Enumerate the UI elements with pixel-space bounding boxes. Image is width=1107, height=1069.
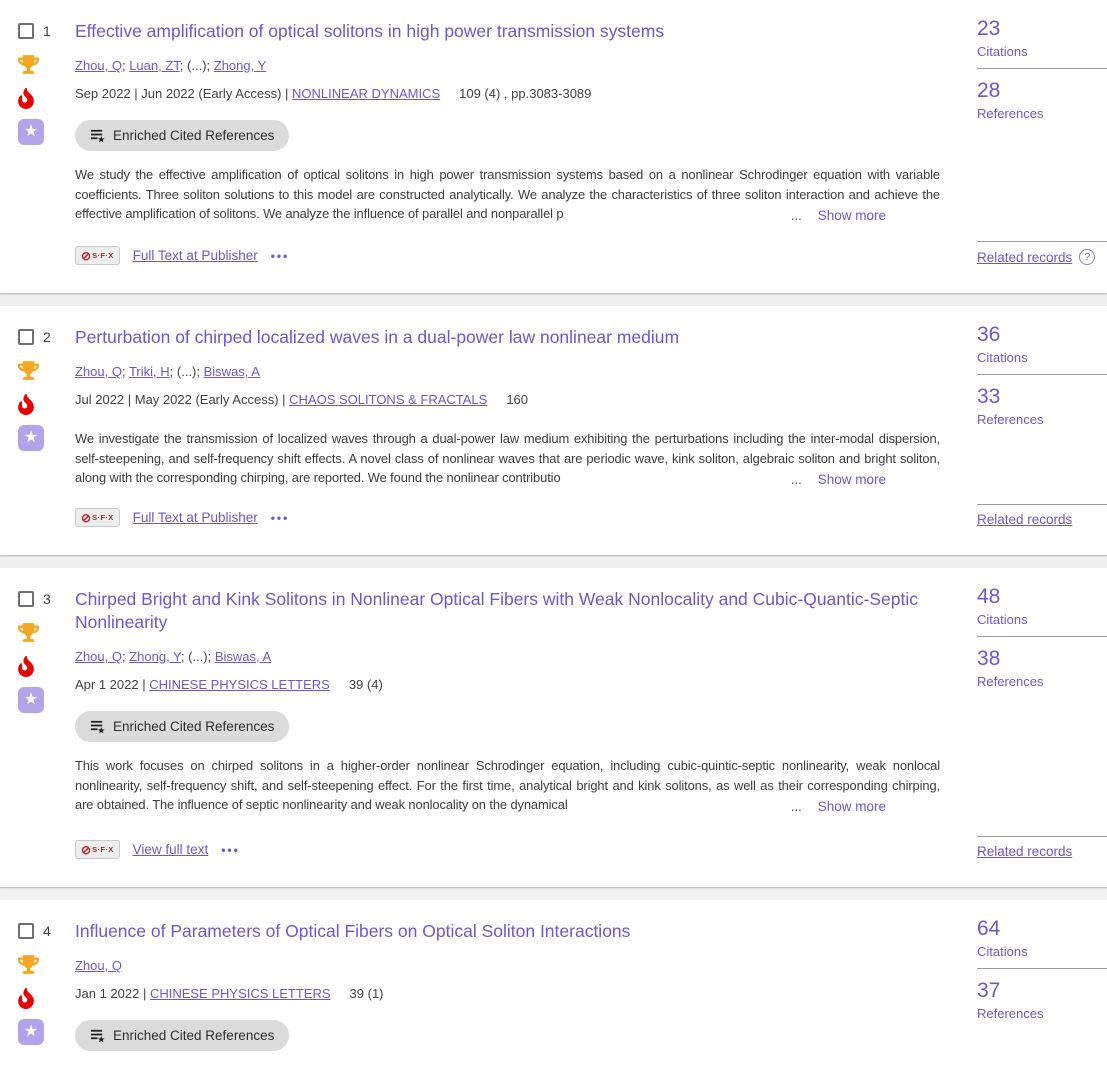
show-more-link[interactable]: Show more [817,472,886,487]
citation-panel [977,0,1107,293]
result-title[interactable]: Effective amplification of optical solitons in high power transmission systems [75,21,665,41]
result-card [0,568,1107,888]
author-link[interactable]: Zhou, Q [75,364,122,379]
star-badge-icon [18,119,44,145]
references-count[interactable]: 38 [977,647,1001,670]
full-text-link[interactable]: Full Text at Publisher [132,248,258,263]
result-number: 2 [43,329,51,345]
text-segment: ; [196,364,204,379]
hot-paper-flame-icon [18,86,75,110]
enriched-label: Enriched Cited References [113,128,275,143]
related-records-link[interactable]: Related records [977,249,1073,265]
journal-link[interactable]: CHINESE PHYSICS LETTERS [149,986,331,1001]
author-link[interactable]: Triki, H [128,364,170,379]
sfx-label: S·F·X [92,512,114,522]
text-segment: (...) [187,58,207,73]
journal-link[interactable]: CHINESE PHYSICS LETTERS [149,677,330,692]
related-records-link[interactable]: Related records [977,512,1073,527]
references-label: References [977,412,1044,427]
citations-label: Citations [977,350,1028,365]
author-link[interactable]: Luan, ZT [129,58,180,73]
citations-label: Citations [977,612,1028,627]
text-segment: ; [207,649,215,664]
full-text-link[interactable]: Full Text at Publisher [132,510,258,525]
citation-panel [977,306,1107,555]
authors-line [75,58,940,74]
result-number: 3 [43,591,51,607]
text-segment: Sep 2022 | Jun 2022 (Early Access) | [75,86,293,101]
citations-count[interactable]: 64 [977,917,1001,940]
author-link[interactable]: Biswas, A [203,364,260,379]
text-segment: ; [206,58,214,73]
citations-label: Citations [977,44,1028,59]
source-line [75,86,940,101]
result-main [75,568,977,887]
source-line [75,986,940,1001]
select-checkbox[interactable] [18,591,34,607]
references-count[interactable]: 33 [977,385,1001,408]
result-card [0,900,1107,1069]
abstract-ellipsis: ... [790,472,802,487]
select-checkbox[interactable] [18,23,34,39]
text-segment: (...) [188,649,208,664]
enriched-list-star-icon [90,1028,105,1043]
hot-paper-flame-icon [18,654,75,678]
star-badge-icon [18,1019,44,1045]
abstract-ellipsis: ... [790,799,802,814]
abstract-ellipsis: ... [790,208,802,223]
sfx-circle-slash-icon: ⊘ [81,842,92,857]
star-glyph: ★ [23,1023,39,1040]
references-label: References [977,674,1044,689]
text-segment: ; [169,364,177,379]
text-segment: (...) [176,364,197,379]
help-icon[interactable]: ? [1079,249,1095,265]
divider [977,374,1107,375]
abstract-text: We study the effective amplification of optical solitons in high power transmission systems based on a nonlinear Schrodinger equation with variable coefficients. Three soliton solutions to this model are constructed analytically. We analyze the characteristics of three soliton interaction and achieve the effective amplification of solitons. We analyze the influence of parallel and nonparallel p [75,167,940,222]
sfx-circle-slash-icon: ⊘ [81,248,92,263]
author-link[interactable]: Zhou, Q [75,649,122,664]
text-segment: Jan 1 2022 | [75,986,150,1001]
citations-count[interactable]: 48 [977,585,1001,608]
select-checkbox[interactable] [18,923,34,939]
sfx-label: S·F·X [92,250,114,260]
abstract-text: This work focuses on chirped solitons in a higher-order nonlinear Schrodinger equation, including cubic-quintic-septic nonlinearity, weak nonlocal nonlinearity, self-frequency shift, and self-steepening effect. For the first time, analytical bright and kink solitons, as well as their corresponding chirping, are obtained. The influence of septic nonlinearity and weak nonlocality on the dynamical [75,758,940,813]
star-badge-icon [18,425,44,451]
result-main [75,306,977,555]
result-number: 1 [43,23,51,39]
result-title[interactable]: Perturbation of chirped localized waves in a dual-power law nonlinear medium [75,327,680,347]
result-gutter [0,306,75,555]
highly-cited-trophy-icon [18,52,75,76]
highly-cited-trophy-icon [18,358,75,382]
divider [977,636,1107,637]
sfx-label: S·F·X [92,844,114,854]
journal-link[interactable]: CHAOS SOLITONS & FRACTALS [289,392,488,407]
citation-panel [977,900,1107,1069]
star-glyph: ★ [23,429,39,446]
sfx-badge[interactable] [75,246,120,265]
sfx-badge[interactable] [75,840,120,859]
text-segment: ; [179,58,188,73]
result-main [75,900,977,1069]
author-link[interactable]: Zhou, Q [75,958,122,973]
enriched-list-star-icon [90,719,105,734]
sfx-circle-slash-icon: ⊘ [81,510,92,525]
enriched-label: Enriched Cited References [113,719,275,734]
enriched-cited-references-button[interactable] [75,120,289,151]
references-count[interactable]: 28 [977,79,1001,102]
references-label: References [977,1006,1044,1021]
related-records-link[interactable]: Related records [977,844,1073,859]
source-line [75,677,940,692]
author-link[interactable]: Biswas, A [214,649,272,664]
hot-paper-flame-icon [18,986,75,1010]
more-options-button[interactable]: ••• [221,842,240,857]
highly-cited-trophy-icon [18,620,75,644]
source-line [75,392,940,407]
abstract-text: We investigate the transmission of localized waves through a dual-power law medium exhibiting the perturbations including the inter-modal dispersion, self-steepening, and self-frequency shift effects. A novel class of nonlinear waves that are periodic wave, kink soliton, algebraic soliton and bright soliton, along with the corresponding chirping, are reported. We found the nonlinear contributio [75,431,940,486]
star-glyph: ★ [23,123,39,140]
volume-pages: 39 (4) [348,677,383,692]
authors-line [75,649,940,665]
result-card [0,0,1107,294]
volume-pages: 160 [506,392,529,407]
text-segment: ; [121,649,130,664]
result-gutter [0,0,75,293]
text-segment: Apr 1 2022 | [75,677,150,692]
author-link[interactable]: Zhou, Q [75,58,122,73]
text-segment: ; [180,649,189,664]
show-more-link[interactable]: Show more [817,208,886,223]
enriched-cited-references-button[interactable] [75,1020,289,1051]
citations-count[interactable]: 36 [977,323,1001,346]
sfx-badge[interactable] [75,508,120,527]
authors-line [75,364,940,380]
enriched-cited-references-button[interactable] [75,711,289,742]
author-link[interactable]: Zhong, Y [213,58,267,73]
star-glyph: ★ [23,691,39,708]
result-title[interactable]: Chirped Bright and Kink Solitons in Nonlinear Optical Fibers with Weak Nonlocality and Cubic-Quantic-Septic Nonlinearity [75,589,918,632]
text-segment: ; [121,58,130,73]
select-checkbox[interactable] [18,329,34,345]
full-text-link[interactable]: View full text [132,842,209,857]
more-options-button[interactable]: ••• [270,248,290,263]
result-main [75,0,977,293]
citation-panel [977,568,1107,887]
citations-count[interactable]: 23 [977,17,1001,40]
divider [977,68,1107,69]
more-options-button[interactable]: ••• [270,510,290,525]
hot-paper-flame-icon [18,392,75,416]
show-more-link[interactable]: Show more [817,799,886,814]
volume-pages: 39 (1) [349,986,384,1001]
enriched-list-star-icon [90,128,105,143]
result-title[interactable]: Influence of Parameters of Optical Fibers on Optical Soliton Interactions [75,921,631,941]
text-segment: Jul 2022 | May 2022 (Early Access) | [75,392,290,407]
enriched-label: Enriched Cited References [113,1028,275,1043]
result-gutter [0,900,75,1069]
journal-link[interactable]: NONLINEAR DYNAMICS [292,86,441,101]
result-number: 4 [43,923,51,939]
references-label: References [977,106,1044,121]
star-badge-icon [18,687,44,713]
volume-pages: 109 (4) , pp.3083-3089 [459,86,592,101]
highly-cited-trophy-icon [18,952,75,976]
authors-line [75,958,940,974]
result-card [0,306,1107,556]
citations-label: Citations [977,944,1028,959]
text-segment: ; [121,364,129,379]
references-count[interactable]: 37 [977,979,1001,1002]
divider [977,968,1107,969]
result-gutter [0,568,75,887]
author-link[interactable]: Zhong, Y [129,649,181,664]
